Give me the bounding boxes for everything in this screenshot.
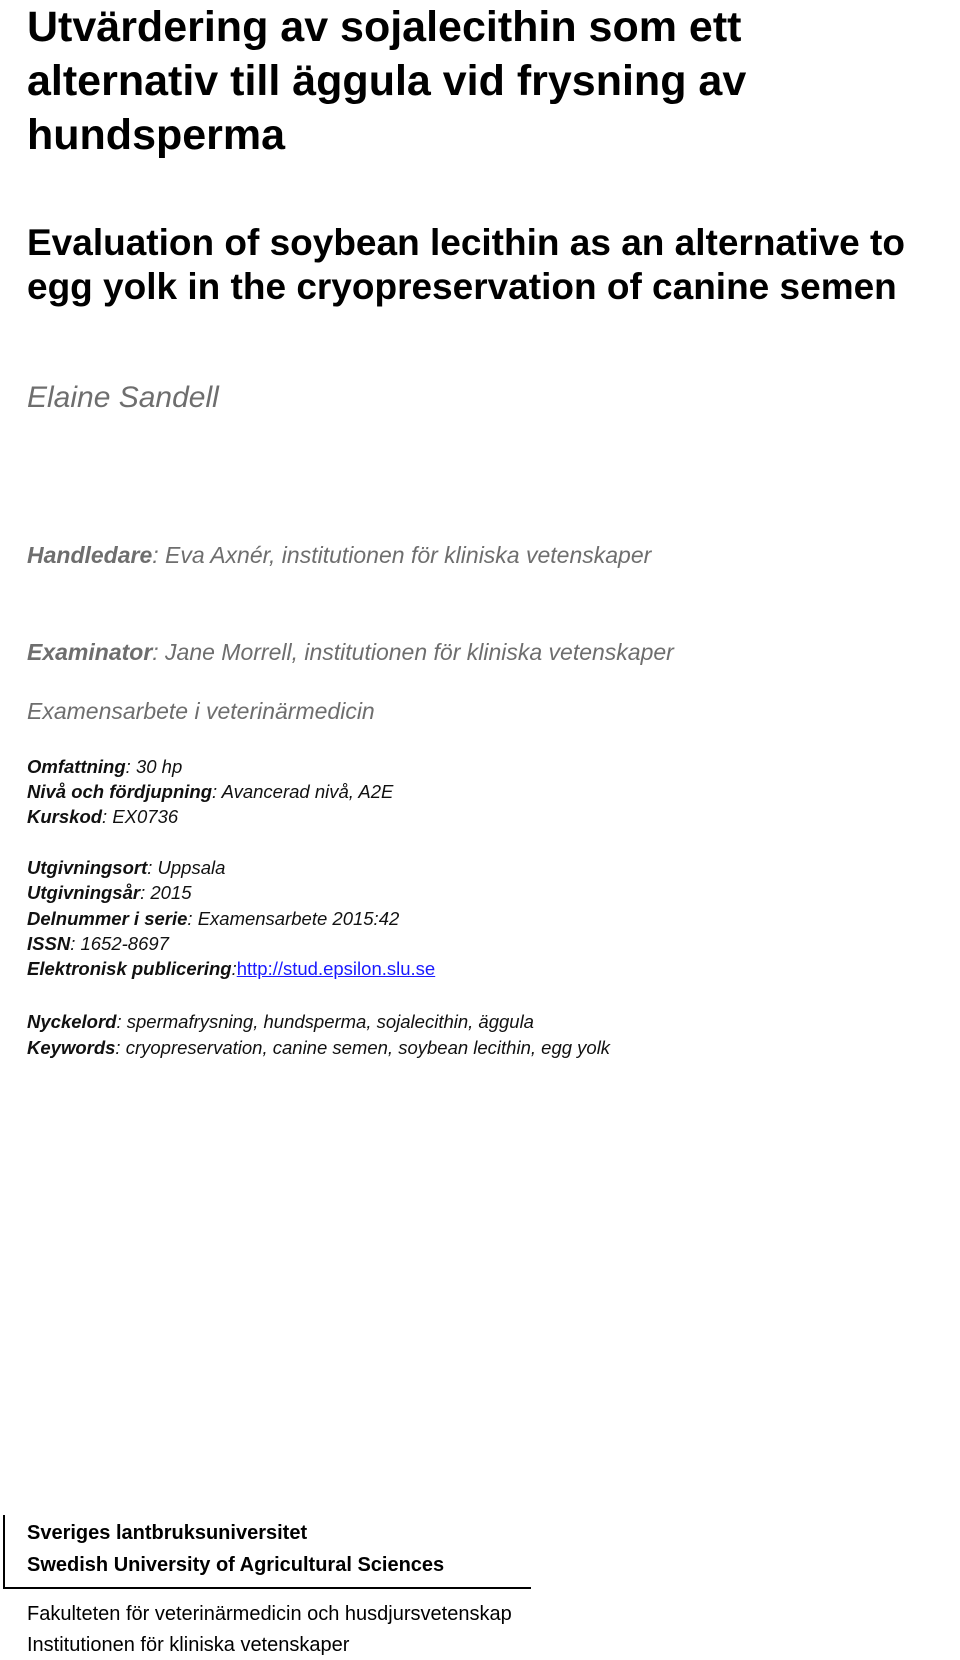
pub-place-value: Uppsala	[157, 857, 226, 878]
faculty-name: Fakulteten för veterinärmedicin och husdjursvetenskap	[27, 1603, 512, 1625]
keywords-sv-label: Nyckelord	[27, 1011, 117, 1032]
supervisor-line: Handledare: Eva Axnér, institutionen för kliniska vetenskaper	[27, 542, 652, 568]
university-name-en: Swedish University of Agricultural Sciences	[27, 1554, 445, 1576]
examiner-value: Jane Morrell, institutionen för kliniska vetenskaper	[165, 639, 674, 665]
pub-issn-value: 1652-8697	[80, 933, 169, 954]
supervisor-value: Eva Axnér, institutionen för kliniska vetenskaper	[165, 542, 652, 568]
pub-issn: ISSN: 1652-8697	[27, 933, 169, 954]
pub-year-label: Utgivningsår	[27, 882, 141, 903]
pub-issn-label: ISSN	[27, 933, 71, 954]
epsilon-link[interactable]: http://stud.epsilon.slu.se	[236, 958, 436, 979]
pub-place: Utgivningsort: Uppsala	[27, 857, 226, 878]
pub-electronic-label: Elektronisk publicering	[27, 958, 232, 979]
examiner-label: Examinator	[27, 639, 153, 665]
pub-year-value: 2015	[150, 882, 192, 903]
examiner-line: Examinator: Jane Morrell, institutionen för kliniska vetenskaper	[27, 639, 674, 665]
detail-scope: Omfattning: 30 hp	[27, 756, 183, 777]
pub-series: Delnummer i serie: Examensarbete 2015:42	[27, 908, 400, 929]
pub-electronic: Elektronisk publicering:http://stud.epsilon.slu.se	[27, 958, 436, 979]
keywords-sv-value: spermafrysning, hundsperma, sojalecithin, äggula	[126, 1011, 534, 1032]
keywords-en-label: Keywords	[27, 1037, 116, 1058]
logo-frame-vertical	[3, 1515, 5, 1587]
pub-series-value: Examensarbete 2015:42	[197, 908, 400, 929]
keywords-sv: Nyckelord: spermafrysning, hundsperma, sojalecithin, äggula	[27, 1011, 534, 1032]
detail-scope-value: 30 hp	[135, 756, 183, 777]
keywords-en-value: cryopreservation, canine semen, soybean lecithin, egg yolk	[125, 1037, 611, 1058]
department-name: Institutionen för kliniska vetenskaper	[27, 1634, 350, 1656]
detail-scope-label: Omfattning	[27, 756, 126, 777]
university-name-sv: Sveriges lantbruksuniversitet	[27, 1522, 308, 1544]
detail-level: Nivå och fördjupning: Avancerad nivå, A2E	[27, 781, 394, 802]
title-swedish: Utvärdering av sojalecithin som ett alternativ till äggula vid frysning av hundsperma	[27, 3, 747, 159]
detail-course-code-value: EX0736	[112, 806, 179, 827]
author-name: Elaine Sandell	[27, 381, 219, 414]
pub-place-label: Utgivningsort	[27, 857, 148, 878]
pub-series-label: Delnummer i serie	[27, 908, 188, 929]
keywords-en: Keywords: cryopreservation, canine semen, soybean lecithin, egg yolk	[27, 1037, 611, 1058]
detail-course-code-label: Kurskod	[27, 806, 103, 827]
detail-course-code: Kurskod: EX0736	[27, 806, 179, 827]
pub-year: Utgivningsår: 2015	[27, 882, 192, 903]
title-english: Evaluation of soybean lecithin as an alternative to egg yolk in the cryopreservation of canine semen	[27, 222, 905, 307]
logo-frame-horizontal	[3, 1587, 531, 1589]
detail-level-value: Avancerad nivå, A2E	[221, 781, 394, 802]
thesis-type: Examensarbete i veterinärmedicin	[27, 698, 375, 724]
supervisor-label: Handledare	[27, 542, 153, 568]
detail-level-label: Nivå och fördjupning	[27, 781, 212, 802]
